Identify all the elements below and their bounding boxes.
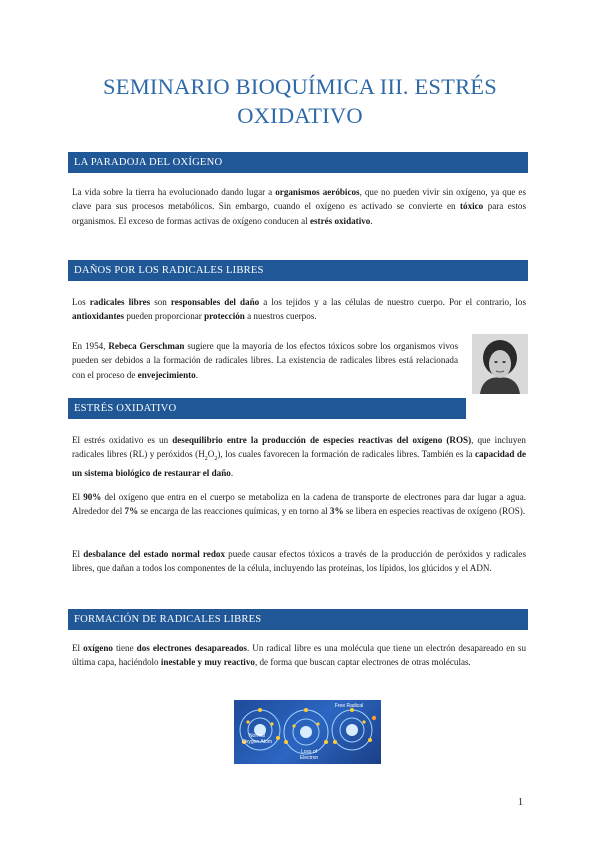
section-heading-formacion: FORMACIÓN DE RADICALES LIBRES xyxy=(68,609,528,630)
free-radical-diagram xyxy=(234,700,381,764)
paragraph-estres-1: El estrés oxidativo es un desequilibrio entre la producción de especies reactivas del oxígeno (ROS), que incluyen radicales libres (RL) y peróxidos $(H_2O_2)$, los cuales favorecen la formación de radicales libres. También es la capacidad de un sistema biológico de restaurar el daño. xyxy=(72,435,526,479)
paragraph-paradoja-1: La vida sobre la tierra ha evolucionado dando lugar a organismos aeróbicos, que no pueden vivir sin oxígeno, ya que es clave para sus procesos metabólicos. Sin embargo, cuando el oxígeno es activado se convierte en tóxico para estos organismos. El exceso de formas activas de oxígeno conducen al estrés oxidativo. xyxy=(72,187,526,226)
diagram-label-loss: Loss of Electron xyxy=(299,749,319,761)
diagram-label-normal: Normal Oxygen Atom xyxy=(241,733,272,745)
paragraph-estres-2: El 90% del oxígeno que entra en el cuerpo se metaboliza en la cadena de transporte de electrones para dar lugar a agua. Alrededor del 7% se encarga de las reacciones químicas, y en torno al 3% se libera en especies reactivas de oxígeno (ROS). xyxy=(72,492,527,517)
paragraph-danos-1: Los radicales libres son responsables del daño a los tejidos y a las células de nuestro cuerpo. Por el contrario, los antioxidantes pueden proporcionar protección a nuestros cuerpos. xyxy=(72,297,527,322)
section-heading-estres: ESTRÉS OXIDATIVO xyxy=(68,398,466,419)
page-number: 1 xyxy=(518,797,523,808)
gerschman-portrait xyxy=(472,334,528,394)
diagram-label-free: Free Radical xyxy=(334,703,364,709)
section-heading-paradoja: LA PARADOJA DEL OXÍGENO xyxy=(68,152,528,173)
paragraph-formacion-1: El oxígeno tiene dos electrones desapareados. Un radical libre es una molécula que tiene un electrón desapareado en su última capa, haciéndolo inestable y muy reactivo, de forma que buscan captar electrones de otras moléculas. xyxy=(72,643,526,668)
page-title: SEMINARIO BIOQUÍMICA III. ESTRÉS OXIDATIVO xyxy=(103,74,497,128)
paragraph-estres-3: El desbalance del estado normal redox puede causar efectos tóxicos a través de la producción de peróxidos y radicales libres, que dañan a todos los componentes de la célula, incluyendo las proteínas, los lípidos, los glúcidos y el ADN. xyxy=(72,549,526,574)
paragraph-danos-2: En 1954, Rebeca Gerschman sugiere que la mayoría de los efectos tóxicos sobre los organismos vivos pueden ser debidos a la formación de radicales libres. La existencia de radicales libres está relacionada con el proceso de envejecimiento. xyxy=(72,341,458,380)
section-heading-danos: DAÑOS POR LOS RADICALES LIBRES xyxy=(68,260,528,281)
